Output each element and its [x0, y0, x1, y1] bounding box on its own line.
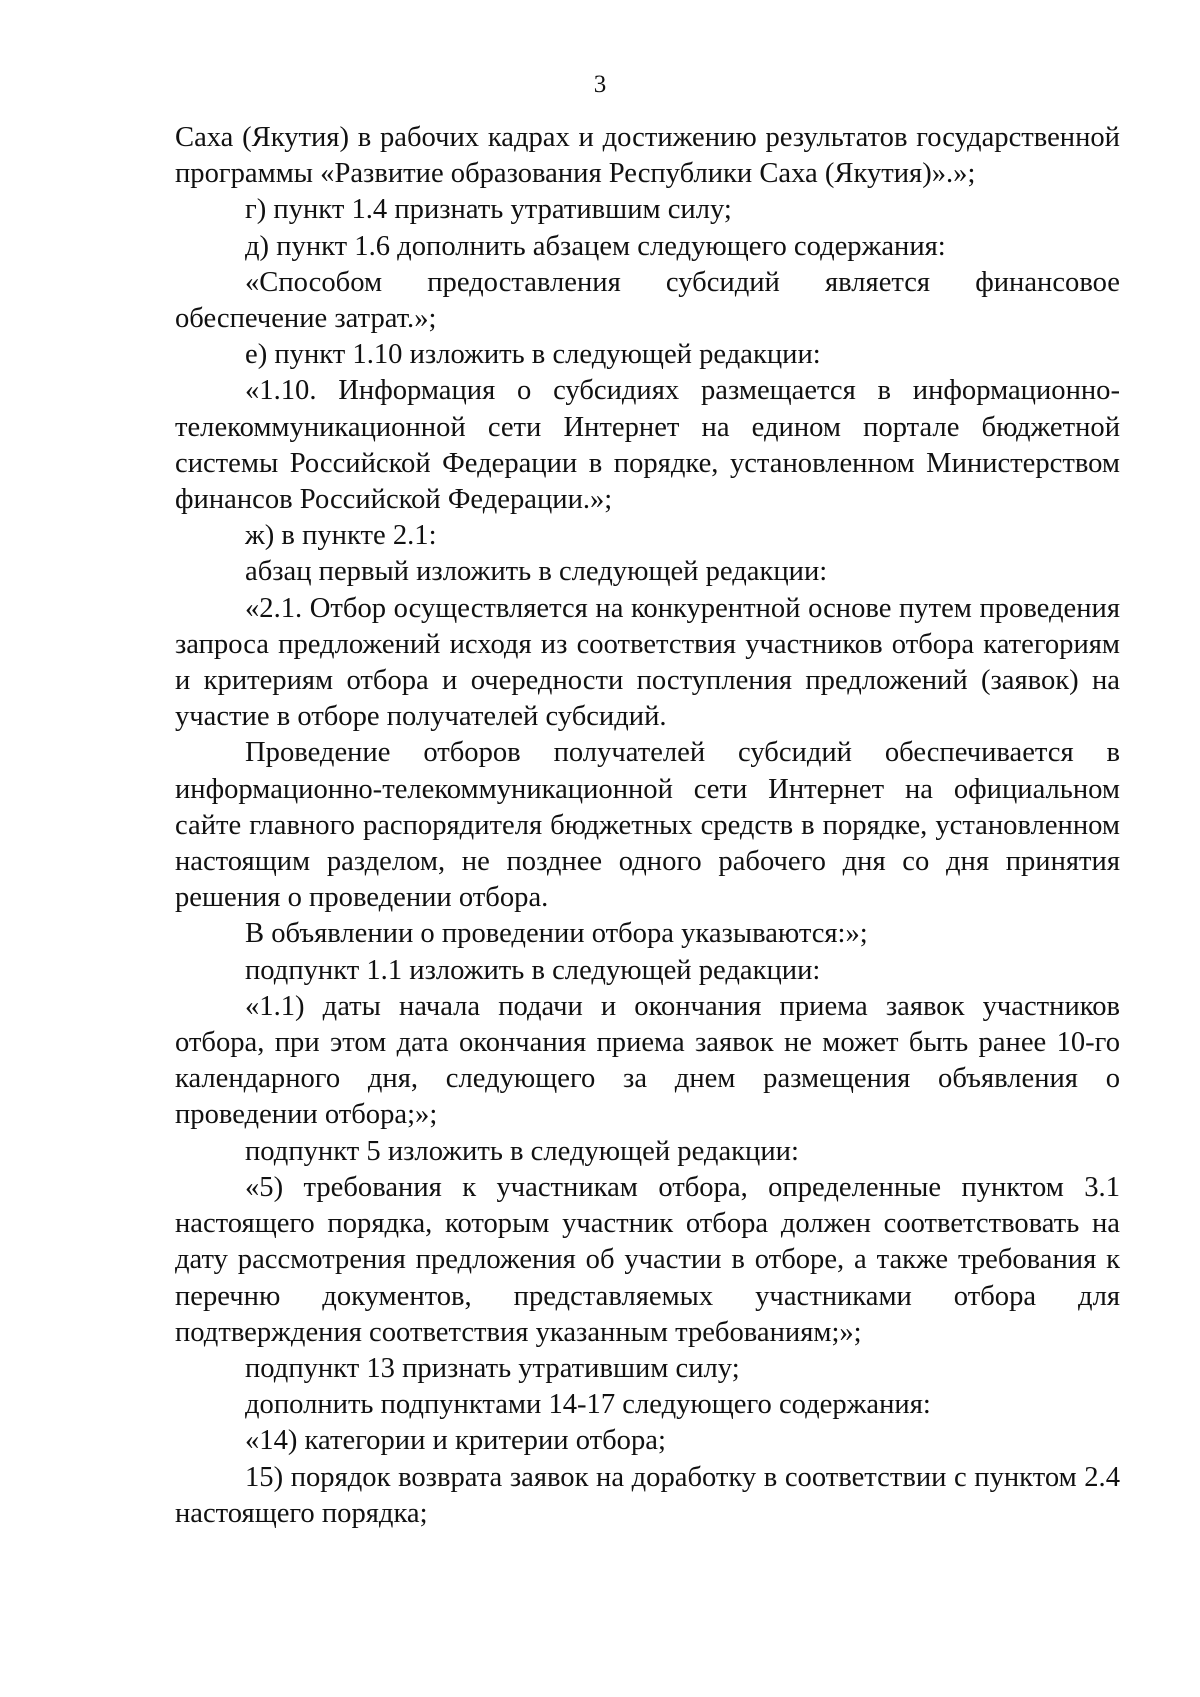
paragraph-10: Проведение отборов получателей субсидий обеспечивается в информационно-телекоммуникационной сети Интернет на официальном сайте главного распорядителя бюджетных средств в порядке, установленном настоящим разделом, не позднее одного рабочего дня со дня принятия решения о проведении отбора. — [175, 737, 1120, 914]
paragraph-17: дополнить подпунктами 14-17 следующего содержания: — [245, 1389, 931, 1421]
page-number: 3 — [593, 71, 607, 98]
paragraph-2: г) пункт 1.4 признать утратившим силу; — [245, 194, 732, 226]
paragraph-5: е) пункт 1.10 изложить в следующей редакции: — [245, 339, 821, 371]
paragraph-7: ж) в пункте 2.1: — [245, 520, 437, 552]
paragraph-4: «Способом предоставления субсидий является финансовое обеспечение затрат.»; — [175, 266, 1120, 335]
paragraph-15: «5) требования к участникам отбора, определенные пунктом 3.1 настоящего порядка, которым участник отбора должен соответствовать на дату рассмотрения предложения об участии в отборе, а также требования к перечню документов, представляемых участниками отбора для подтверждения соответствия указанным требованиям;»; — [175, 1171, 1120, 1348]
paragraph-9: «2.1. Отбор осуществляется на конкурентной основе путем проведения запроса предложений исходя из соответствия участников отбора категориям и критериям отбора и очередности поступления предложений (заявок) на участие в отборе получателей субсидий. — [175, 592, 1120, 733]
paragraph-19: 15) порядок возврата заявок на доработку в соответствии с пунктом 2.4 настоящего порядка; — [175, 1461, 1120, 1529]
paragraph-3: д) пункт 1.6 дополнить абзацем следующего содержания: — [245, 230, 946, 262]
paragraph-14: подпункт 5 изложить в следующей редакции: — [245, 1135, 799, 1167]
document-body — [175, 120, 1120, 1532]
paragraph-16: подпункт 13 признать утратившим силу; — [245, 1352, 740, 1384]
paragraph-6: «1.10. Информация о субсидиях размещается в информационно-телекоммуникационной сети Интернет на едином портале бюджетной системы Российской Федерации в порядке, установленном Министерством финансов Российской Федерации.»; — [175, 375, 1120, 516]
paragraph-1: Саха (Якутия) в рабочих кадрах и достижению результатов государственной программы «Развитие образования Республики Саха (Якутия)».»; — [175, 122, 1120, 190]
paragraph-8: абзац первый изложить в следующей редакции: — [245, 556, 828, 588]
paragraph-18: «14) категории и критерии отбора; — [245, 1425, 666, 1457]
paragraph-11: В объявлении о проведении отбора указываются:»; — [245, 918, 868, 950]
paragraph-12: подпункт 1.1 изложить в следующей редакции: — [245, 954, 821, 986]
paragraph-13: «1.1) даты начала подачи и окончания приема заявок участников отбора, при этом дата окончания приема заявок не может быть ранее 10-го календарного дня, следующего за днем размещения объявления о проведении отбора;»; — [175, 990, 1120, 1131]
